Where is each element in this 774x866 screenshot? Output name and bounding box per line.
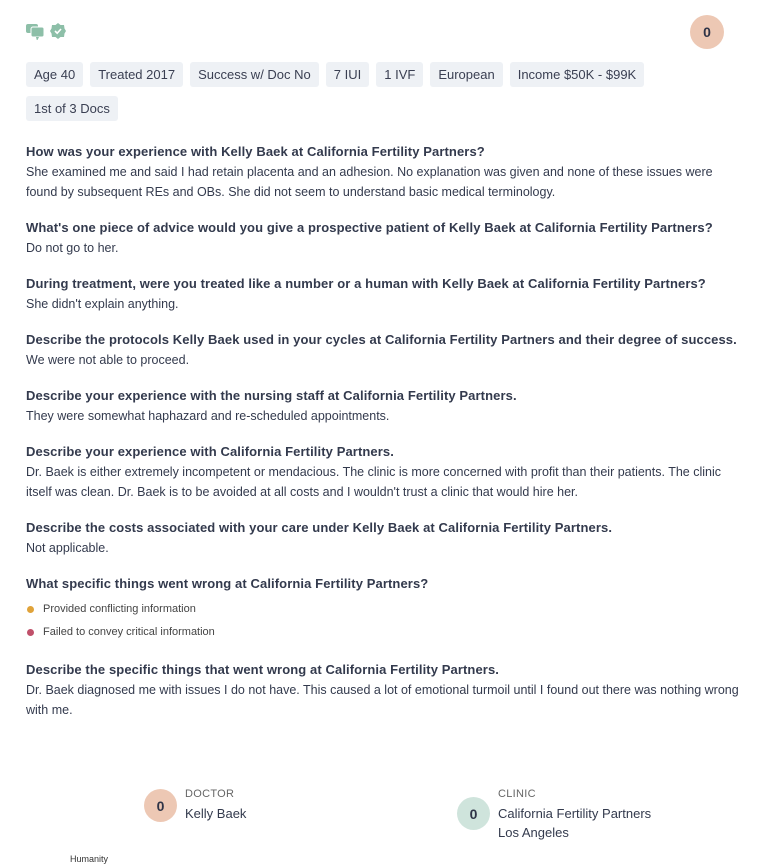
tag-ethnicity: European [430, 62, 502, 87]
tag-ivf: 1 IVF [376, 62, 423, 87]
tag-age: Age 40 [26, 62, 83, 87]
tag-income: Income $50K - $99K [510, 62, 645, 87]
qa-item [26, 660, 746, 720]
verified-badge-icon [50, 22, 66, 40]
issue-label: Failed to convey critical information [43, 626, 215, 638]
doctor-card[interactable] [144, 787, 246, 823]
answer: Do not go to her. [26, 241, 119, 255]
clinic-location: Los Angeles [498, 825, 569, 840]
tag-treated: Treated 2017 [90, 62, 183, 87]
question: Describe the specific things that went wrong at California Fertility Partners. [26, 662, 500, 677]
patient-tags [26, 62, 726, 121]
review-score-badge: 0 [690, 15, 724, 49]
qa-item [26, 142, 746, 202]
what-went-wrong [26, 574, 746, 644]
header-icons [26, 22, 66, 40]
issue-item [26, 598, 746, 621]
clinic-name[interactable]: California Fertility Partners [498, 806, 652, 821]
issue-label: Provided conflicting information [43, 603, 196, 615]
doctor-score: 0 [144, 789, 177, 822]
tag-doc-order: 1st of 3 Docs [26, 96, 118, 121]
question: What specific things went wrong at California Fertility Partners? [26, 576, 429, 591]
reviews-icon [26, 22, 48, 40]
clinic-label: CLINIC [498, 788, 536, 800]
qa-item [26, 518, 746, 558]
tag-success: Success w/ Doc No [190, 62, 319, 87]
answer: She examined me and said I had retain placenta and an adhesion. No explanation was given and none of these issues were found by subsequent REs and OBs. She did not seem to understand basic medical terminology. [26, 165, 713, 199]
humanity-label: Humanity [70, 854, 109, 864]
qa-item [26, 330, 746, 370]
answer: She didn't explain anything. [26, 297, 179, 311]
question: Describe the protocols Kelly Baek used in your cycles at California Fertility Partners and their degree of success. [26, 332, 737, 347]
question: Describe the costs associated with your care under Kelly Baek at California Fertility Partners. [26, 520, 613, 535]
question: What's one piece of advice would you give a prospective patient of Kelly Baek at California Fertility Partners? [26, 220, 713, 235]
issue-dot-icon [27, 629, 34, 636]
issue-dot-icon [27, 606, 34, 613]
qa-item [26, 218, 746, 258]
answer: Dr. Baek is either extremely incompetent or mendacious. The clinic is more concerned with profit than their patients. The clinic itself was clean. Dr. Baek is to be avoided at all costs and I wouldn't trust a clinic that would hire her. [26, 465, 722, 499]
answer: We were not able to proceed. [26, 353, 190, 367]
answer: Not applicable. [26, 541, 109, 555]
clinic-score: 0 [457, 797, 490, 830]
qa-item [26, 442, 746, 502]
review-answers [26, 142, 746, 736]
question: How was your experience with Kelly Baek at California Fertility Partners? [26, 144, 485, 159]
question: During treatment, were you treated like a number or a human with Kelly Baek at California Fertility Partners? [26, 276, 706, 291]
tag-iui: 7 IUI [326, 62, 369, 87]
doctor-label: DOCTOR [185, 788, 235, 800]
qa-item [26, 274, 746, 314]
question: Describe your experience with California Fertility Partners. [26, 444, 394, 459]
answer: Dr. Baek diagnosed me with issues I do not have. This caused a lot of emotional turmoil until I found out there was nothing wrong with me. [26, 683, 739, 717]
answer: They were somewhat haphazard and re-scheduled appointments. [26, 409, 390, 423]
question: Describe your experience with the nursing staff at California Fertility Partners. [26, 388, 517, 403]
qa-item [26, 386, 746, 426]
issue-item [26, 621, 746, 644]
doctor-name[interactable]: Kelly Baek [185, 806, 247, 821]
issue-list [26, 598, 746, 644]
clinic-card[interactable] [457, 787, 651, 842]
